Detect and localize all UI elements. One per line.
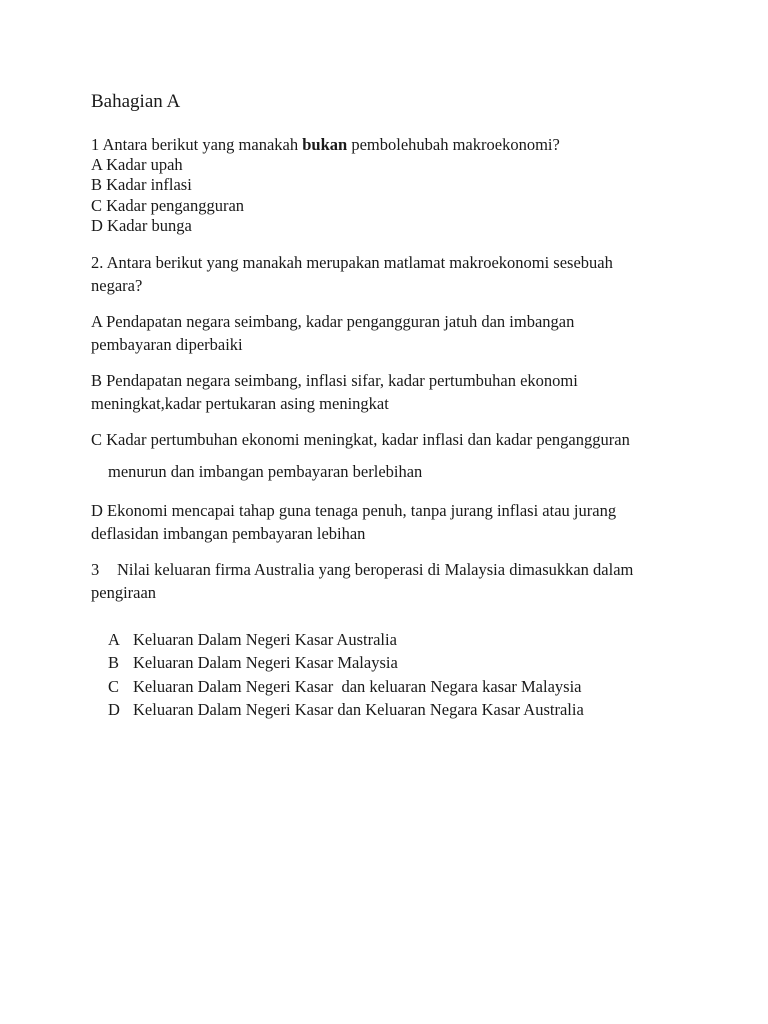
option-letter: D [108, 699, 120, 719]
question-3-text-line2: pengiraan [91, 583, 157, 602]
question-2-option-c-line1: C Kadar pertumbuhan ekonomi meningkat, kadar inflasi dan kadar pengangguran [91, 430, 630, 449]
question-2-option-a [91, 310, 691, 356]
question-3-text: Nilai keluaran firma Australia yang beroperasi di Malaysia dimasukkan dalam [117, 560, 634, 579]
question-2-option-b-line1: B Pendapatan negara seimbang, inflasi sifar, kadar pertumbuhan ekonomi [91, 371, 578, 390]
option-letter: B [108, 653, 120, 673]
question-3-option-a [108, 628, 584, 651]
question-2-option-b-line2: meningkat,kadar pertukaran asing meningkat [91, 394, 389, 413]
question-1-bold-word: bukan [302, 135, 348, 154]
question-2-text-line2: negara? [91, 276, 143, 295]
question-2-option-a-line1: A Pendapatan negara seimbang, kadar pengangguran jatuh dan imbangan [91, 312, 575, 331]
option-letter: A [108, 630, 120, 649]
section-title: Bahagian A [91, 91, 181, 112]
question-2 [91, 251, 691, 297]
question-3-number: 3 [91, 560, 100, 579]
question-1-option-d: D Kadar bunga [91, 215, 192, 235]
question-3-option-d [108, 698, 584, 721]
question-2-option-d-line1: D Ekonomi mencapai tahap guna tenaga penuh, tanpa jurang inflasi atau jurang [91, 501, 617, 520]
question-3-option-b [108, 651, 584, 674]
question-1-suffix: pembolehubah makroekonomi? [347, 135, 560, 154]
question-2-option-d-line2: deflasidan imbangan pembayaran lebihan [91, 524, 366, 543]
option-letter: C [108, 676, 120, 696]
option-text: Keluaran Dalam Negeri Kasar Malaysia [133, 653, 398, 673]
question-2-text-line1: 2. Antara berikut yang manakah merupakan matlamat makroekonomi sesebuah [91, 253, 613, 272]
option-text: Keluaran Dalam Negeri Kasar dan Keluaran Negara Kasar Australia [133, 699, 584, 719]
question-3-options [108, 628, 584, 721]
question-3-text-line1 [91, 558, 691, 581]
question-2-option-c [91, 428, 691, 451]
question-1-prefix: 1 Antara berikut yang manakah [91, 135, 303, 154]
option-text: Keluaran Dalam Negeri Kasar Australia [133, 630, 397, 649]
question-1-option-a: A Kadar upah [91, 155, 183, 175]
question-2-option-c-continuation [108, 462, 422, 482]
question-2-option-b [91, 369, 691, 415]
question-1 [91, 135, 560, 236]
question-1-option-b: B Kadar inflasi [91, 175, 192, 195]
question-3 [91, 558, 691, 604]
question-2-option-a-line2: pembayaran diperbaiki [91, 335, 243, 354]
question-1-option-c: C Kadar pengangguran [91, 195, 245, 215]
question-3-option-c [108, 675, 584, 698]
question-1-text [91, 135, 560, 155]
option-text: Keluaran Dalam Negeri Kasar dan keluaran Negara kasar Malaysia [133, 676, 582, 696]
question-2-option-c-line2: menurun dan imbangan pembayaran berlebihan [108, 462, 423, 481]
question-2-option-d [91, 499, 691, 545]
